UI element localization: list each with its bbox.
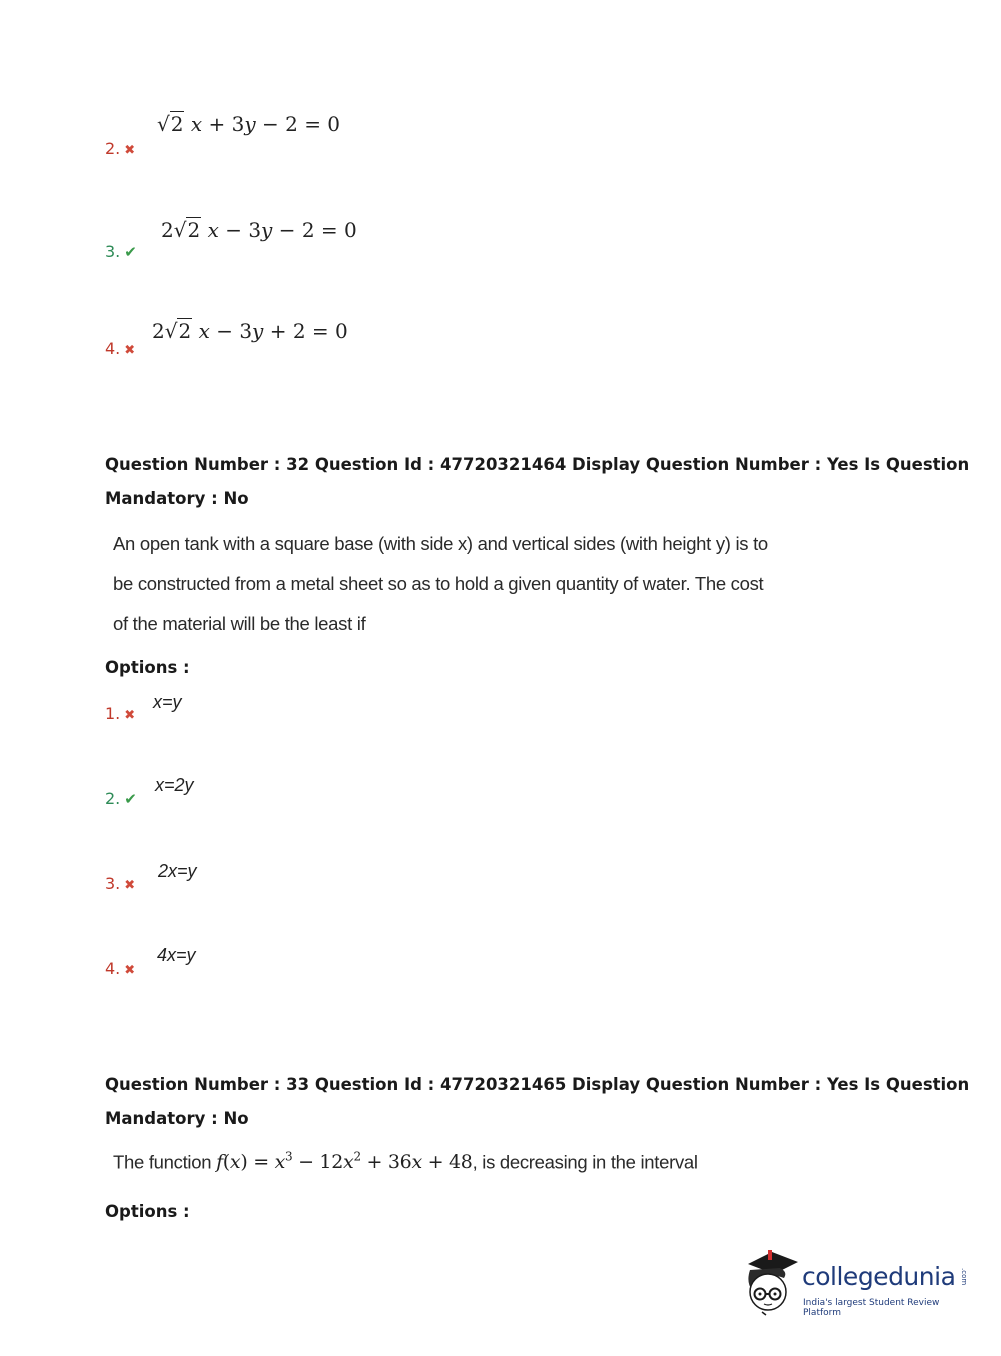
q32-option-1-number: 1. ✖ — [105, 704, 136, 723]
q32-option-2-text: x=2y — [155, 775, 194, 795]
collegedunia-logo — [740, 1248, 970, 1320]
prev-option-2-number: 2. ✖ — [105, 139, 136, 158]
q32-options-label: Options : — [105, 658, 190, 677]
q32-option-3-number: 3. ✖ — [105, 874, 136, 893]
brand-name: collegedunia — [802, 1262, 956, 1291]
cross-icon: ✖ — [124, 343, 136, 358]
q33-text-suffix: , is decreasing in the interval — [472, 1151, 698, 1173]
q32-option-4-text: 4x=y — [157, 945, 196, 965]
q33-options-label: Options : — [105, 1202, 190, 1221]
q33-function-expression: $f(x) = x^3 - 12x^2 + 36x + 48$ — [216, 1150, 473, 1174]
check-icon: ✔ — [124, 243, 137, 261]
q33-header-line2: Mandatory : No — [105, 1109, 249, 1128]
q32-header-line1: Question Number : 32 Question Id : 47720321464 Display Question Number : Yes Is Question — [105, 455, 970, 474]
prev-option-3-number: 3. ✔ — [105, 242, 137, 261]
brand-tld: .com — [960, 1268, 968, 1286]
cross-icon: ✖ — [124, 878, 136, 893]
q32-option-3-text: 2x=y — [158, 861, 197, 881]
mascot-icon — [740, 1248, 802, 1316]
check-icon: ✔ — [124, 790, 137, 808]
q32-option-4-number: 4. ✖ — [105, 959, 136, 978]
q32-option-1-text: x=y — [153, 692, 182, 712]
brand-tagline: India's largest Student Review Platform — [803, 1298, 940, 1318]
q33-header-line1: Question Number : 33 Question Id : 47720321465 Display Question Number : Yes Is Question — [105, 1075, 970, 1094]
q32-text-line1: An open tank with a square base (with side x) and vertical sides (with height y) is to — [113, 533, 768, 554]
q33-text — [113, 1150, 698, 1173]
prev-option-4-equation: 2√2 x − 3y + 2 = 0 — [152, 319, 348, 343]
q33-text-prefix: The function — [113, 1151, 212, 1173]
q32-option-2-number: 2. ✔ — [105, 789, 137, 808]
cross-icon: ✖ — [124, 963, 136, 978]
cross-icon: ✖ — [124, 708, 136, 723]
q32-header-line2: Mandatory : No — [105, 489, 249, 508]
q32-text-line3: of the material will be the least if — [113, 613, 366, 634]
q32-text-line2: be constructed from a metal sheet so as to hold a given quantity of water. The cost — [113, 573, 764, 594]
prev-option-3-equation: 2√2 x − 3y − 2 = 0 — [161, 218, 357, 242]
prev-option-2-equation: √2 x + 3y − 2 = 0 — [157, 112, 341, 136]
prev-option-4-number: 4. ✖ — [105, 339, 136, 358]
cross-icon: ✖ — [124, 143, 136, 158]
